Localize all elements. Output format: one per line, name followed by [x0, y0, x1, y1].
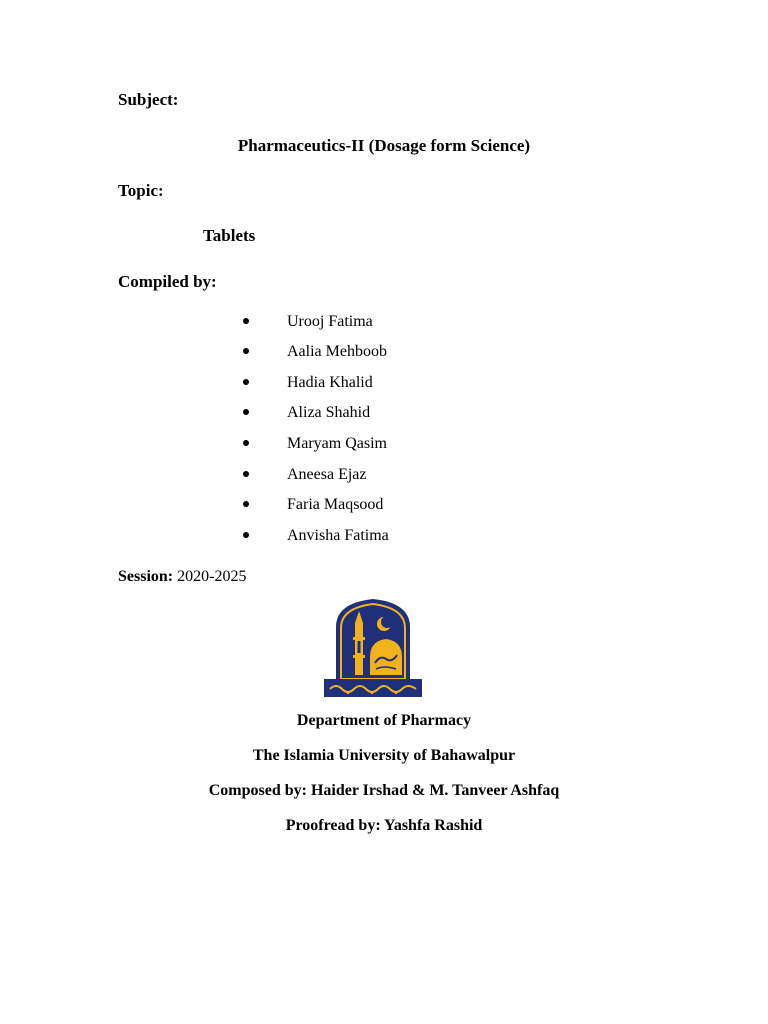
bullet-icon: [243, 471, 249, 477]
subject-label: Subject:: [118, 90, 179, 109]
compiler-name: Urooj Fatima: [287, 313, 373, 330]
list-item: [0, 496, 500, 520]
bullet-icon: [243, 501, 249, 507]
bullet-icon: [243, 440, 249, 446]
university-name: The Islamia University of Bahawalpur: [252, 747, 516, 764]
composed-by: Composed by: Haider Irshad & M. Tanveer Ashfaq: [208, 782, 560, 799]
compiler-name: Aneesa Ejaz: [287, 466, 367, 483]
subject-value: Pharmaceutics-II (Dosage form Science): [237, 136, 531, 155]
topic-label: Topic:: [118, 181, 164, 200]
bullet-icon: [243, 379, 249, 385]
compiler-name: Maryam Qasim: [287, 435, 387, 452]
bullet-icon: [243, 348, 249, 354]
proofread-by: Proofread by: Yashfa Rashid: [285, 817, 483, 834]
list-item: [0, 435, 500, 459]
list-item: [0, 466, 500, 490]
list-item: [0, 527, 500, 551]
topic-value: Tablets: [203, 226, 256, 245]
session-value: 2020-2025: [177, 568, 247, 585]
session-line: [118, 568, 246, 586]
bullet-icon: [243, 532, 249, 538]
compiler-name: Aalia Mehboob: [287, 343, 387, 360]
compiler-name: Faria Maqsood: [287, 496, 384, 513]
session-label: Session:: [118, 568, 174, 585]
bullet-icon: [243, 409, 249, 415]
compiler-name: Hadia Khalid: [287, 374, 373, 391]
list-item: [0, 404, 500, 428]
compiled-by-label: Compiled by:: [118, 272, 217, 291]
list-item: [0, 374, 500, 398]
department-name: Department of Pharmacy: [296, 712, 472, 729]
university-crest-icon: [322, 597, 424, 699]
list-item: [0, 313, 500, 337]
bullet-icon: [243, 318, 249, 324]
compiler-name: Aliza Shahid: [287, 404, 371, 421]
compiler-name: Anvisha Fatima: [287, 527, 389, 544]
list-item: [0, 343, 500, 367]
